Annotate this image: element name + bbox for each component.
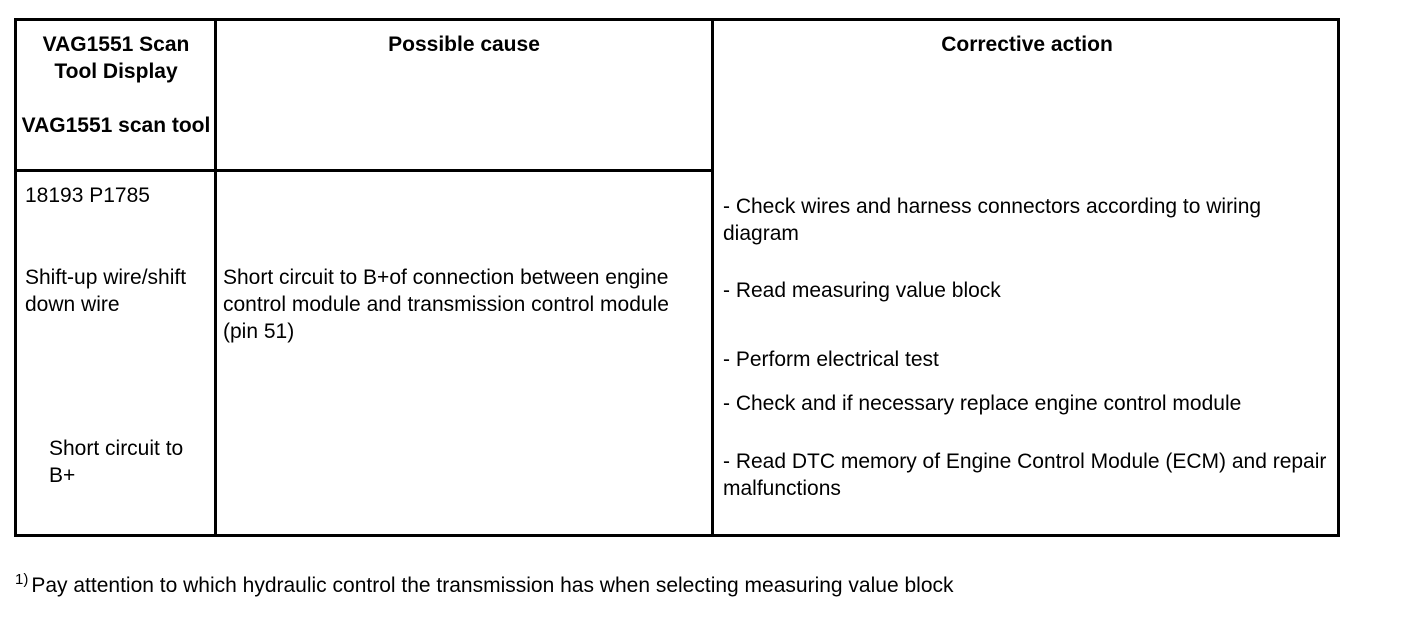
footnote-marker: 1) [15, 571, 29, 588]
header-corrective-action: Corrective action [941, 33, 1113, 56]
dtc-component: Shift-up wire/shift down wire [25, 266, 187, 316]
corrective-action-item: - Check and if necessary replace engine control module [723, 392, 1242, 415]
header-divider [17, 169, 714, 172]
header-scan-tool: VAG1551 scan tool [21, 114, 211, 137]
dtc-table [14, 18, 1340, 537]
corrective-action-item: - Perform electrical test [723, 348, 939, 371]
possible-cause-text: Short circuit to B+of connection between engine control module and transmission control module (pin 51) [223, 266, 669, 343]
dtc-code: 18193 P1785 [25, 184, 150, 207]
corrective-action-item: - Read measuring value block [723, 279, 1001, 302]
column-divider [711, 21, 714, 537]
dtc-fault-type: Short circuit to B+ [49, 437, 184, 487]
header-scan-tool-display: VAG1551 Scan Tool Display [42, 33, 190, 83]
footnote-text: Pay attention to which hydraulic control the transmission has when selecting measuring value block [31, 574, 954, 597]
corrective-action-item: - Read DTC memory of Engine Control Module (ECM) and repair malfunctions [723, 450, 1327, 500]
footnote [15, 566, 954, 599]
header-possible-cause: Possible cause [388, 33, 540, 56]
corrective-action-item: - Check wires and harness connectors according to wiring diagram [723, 195, 1262, 245]
column-divider [214, 21, 217, 537]
